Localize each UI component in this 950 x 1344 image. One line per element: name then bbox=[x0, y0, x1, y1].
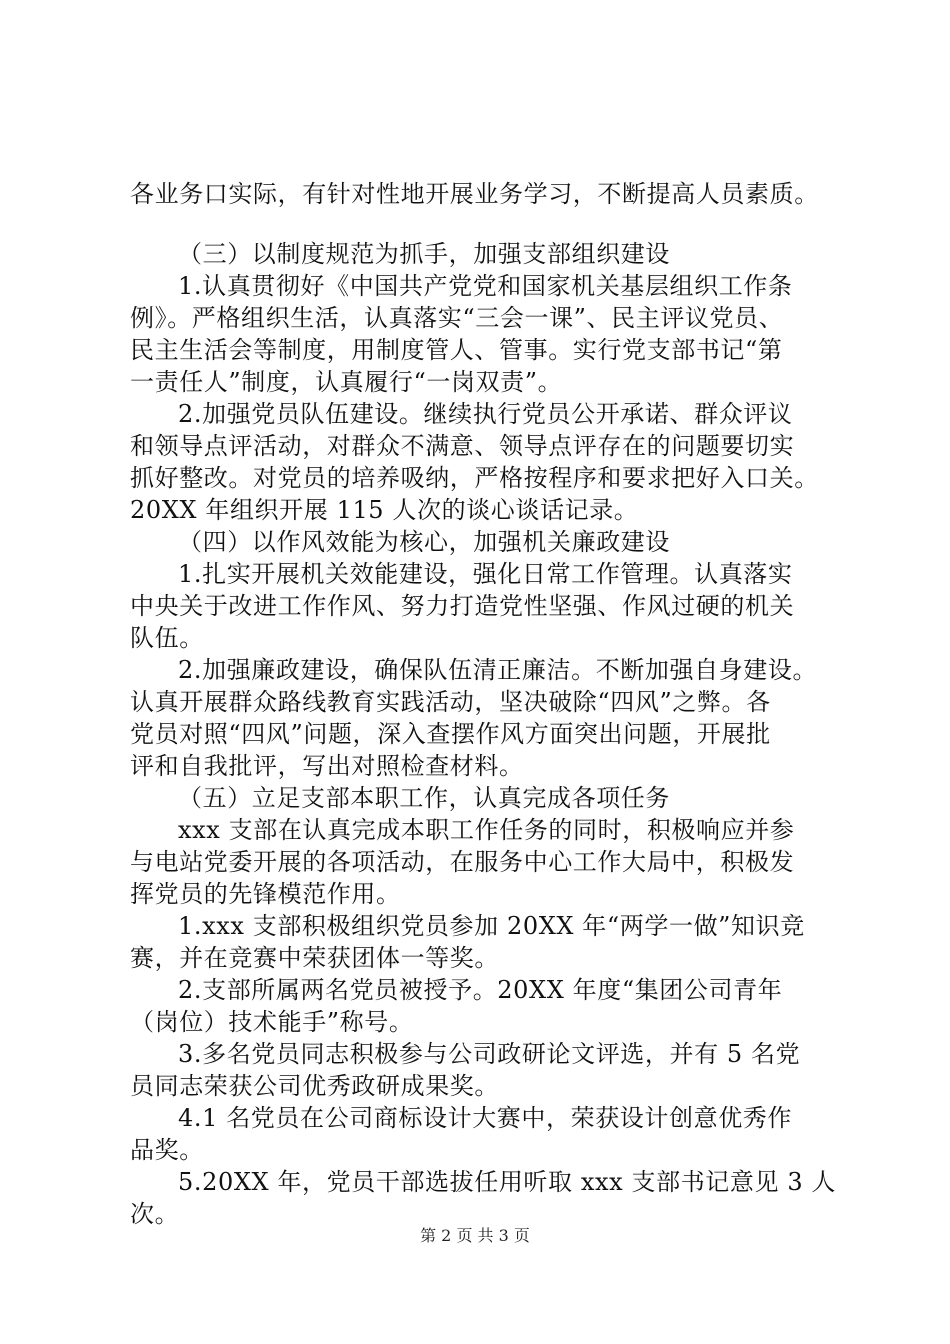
paragraph-line: 一责任人”制度，认真履行“一岗双责”。 bbox=[130, 368, 563, 396]
paragraph-line: 员同志荣获公司优秀政研成果奖。 bbox=[130, 1072, 499, 1100]
paragraph-line: 认真开展群众路线教育实践活动，坚决破除“四风”之弊。各 bbox=[130, 688, 771, 716]
paragraph-line: 品奖。 bbox=[130, 1136, 204, 1164]
paragraph-line: 挥党员的先锋模范作用。 bbox=[130, 880, 401, 908]
paragraph-line: （岗位）技术能手”称号。 bbox=[130, 1008, 414, 1036]
section-heading: （三）以制度规范为抓手，加强支部组织建设 bbox=[178, 240, 670, 268]
paragraph-line: 1.认真贯彻好《中国共产党党和国家机关基层组织工作条 bbox=[178, 272, 793, 300]
section-heading: （四）以作风效能为核心，加强机关廉政建设 bbox=[178, 528, 670, 556]
paragraph-line: xxx 支部在认真完成本职工作任务的同时，积极响应并参 bbox=[178, 816, 795, 844]
paragraph-line: 2.加强廉政建设，确保队伍清正廉洁。不断加强自身建设。 bbox=[178, 656, 818, 684]
paragraph-line: 和领导点评活动，对群众不满意、领导点评存在的问题要切实 bbox=[130, 432, 795, 460]
paragraph-line: 例》。严格组织生活，认真落实“三会一课”、民主评议党员、 bbox=[130, 304, 784, 332]
paragraph-line: 1.扎实开展机关效能建设，强化日常工作管理。认真落实 bbox=[178, 560, 793, 588]
paragraph-line: 与电站党委开展的各项活动，在服务中心工作大局中，积极发 bbox=[130, 848, 795, 876]
paragraph-line: 5.20XX 年，党员干部选拔任用听取 xxx 支部书记意见 3 人 bbox=[178, 1168, 837, 1196]
paragraph-line: 2.加强党员队伍建设。继续执行党员公开承诺、群众评议 bbox=[178, 400, 793, 428]
paragraph-line: 赛，并在竞赛中荣获团体一等奖。 bbox=[130, 944, 499, 972]
paragraph-line: 中央关于改进工作作风、努力打造党性坚强、作风过硬的机关 bbox=[130, 592, 795, 620]
paragraph-line: 1.xxx 支部积极组织党员参加 20XX 年“两学一做”知识竞 bbox=[178, 912, 805, 940]
paragraph-line: 4.1 名党员在公司商标设计大赛中，荣获设计创意优秀作 bbox=[178, 1104, 792, 1132]
paragraph-line: 抓好整改。对党员的培养吸纳，严格按程序和要求把好入口关。 bbox=[130, 464, 819, 492]
paragraph-line: 次。 bbox=[130, 1200, 180, 1228]
paragraph-line: 20XX 年组织开展 115 人次的谈心谈话记录。 bbox=[130, 496, 639, 524]
paragraph-line: 各业务口实际，有针对性地开展业务学习，不断提高人员素质。 bbox=[130, 180, 819, 208]
paragraph-line: 评和自我批评，写出对照检查材料。 bbox=[130, 752, 524, 780]
paragraph-line: 队伍。 bbox=[130, 624, 204, 652]
section-heading: （五）立足支部本职工作，认真完成各项任务 bbox=[178, 784, 670, 812]
paragraph-line: 3.多名党员同志积极参与公司政研论文评选，并有 5 名党 bbox=[178, 1040, 801, 1068]
paragraph-line: 2.支部所属两名党员被授予。20XX 年度“集团公司青年 bbox=[178, 976, 783, 1004]
paragraph-line: 党员对照“四风”问题，深入查摆作风方面突出问题，开展批 bbox=[130, 720, 771, 748]
paragraph-line: 民主生活会等制度，用制度管人、管事。实行党支部书记“第 bbox=[130, 336, 783, 364]
page-number-footer: 第 2 页 共 3 页 bbox=[420, 1226, 530, 1245]
